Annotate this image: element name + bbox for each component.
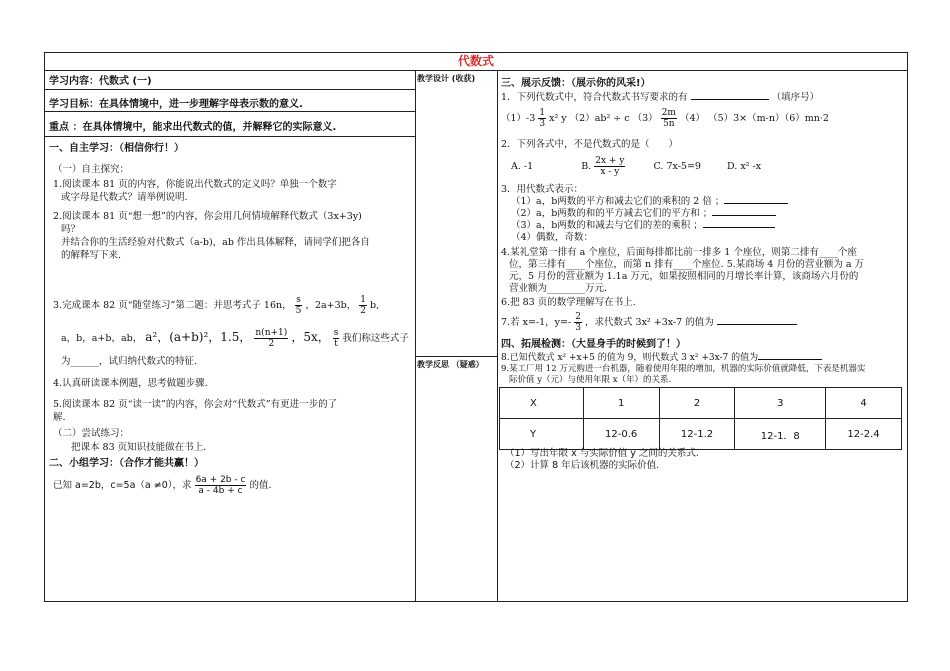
r1-blank <box>691 99 769 100</box>
r8: 8.已知代数式 x² +x+5 的值为 9，则代数式 3 x² +3x-7 的值为 <box>501 352 822 365</box>
r4-line3: 元，5 月份的营业额为 1.1a 万元，如果按照相同的月增长率计算，该商场六月份的 <box>509 271 859 282</box>
q3-tail: 我们称这些式子 <box>342 333 409 344</box>
group-question <box>53 475 272 496</box>
q5-line1: 5.阅读课本 82 页“读一读”的内容，你会对“代数式”有更进一步的了 <box>53 399 338 410</box>
try-text: 把课本 83 页知识技能做在书上. <box>71 442 207 453</box>
q3-vars: a，b，a+b，ab， <box>61 333 143 344</box>
value-table <box>499 387 902 450</box>
q3-line3: 为______，试归纳代数式的特征. <box>61 356 198 367</box>
mid-divider <box>415 356 497 357</box>
r2-b: B. <box>581 161 592 172</box>
key-row: 重点 ：在具体情境中，能求出代数式的值，并解释它的实际意义. <box>45 112 415 137</box>
q3-frac-st: $\frac{s}{t}$ <box>333 328 339 349</box>
r4-line2: 位，第三排有____个座位，而第 n 排有____个座位. 5.某商场 4 月份的营业额为 a 万 <box>509 259 865 270</box>
table-cell: 12-0.6 <box>583 419 659 450</box>
content-row: 学习内容：代数式 (一) <box>45 70 415 90</box>
r3-4: （4）偶数，奇数： <box>511 232 594 243</box>
r6: 6.把 83 页的数学理解写在书上. <box>501 297 636 308</box>
table-cell: 3 <box>735 388 826 419</box>
middle-column <box>415 70 498 601</box>
r1-opt-a: （1）-3 <box>501 113 536 124</box>
sub-explore: （一）自主探究： <box>53 164 130 175</box>
r1-tail: （填序号） <box>771 92 820 103</box>
r1-opt-c: （4） （5）3×（m-n）（6）mn·2 <box>680 113 829 124</box>
r9-line1: 9.某工厂用 12 万元购进一台机器，随着使用年限的增加，机器的实际价值就降低，下表是机器实 <box>501 364 866 374</box>
r2-options <box>511 156 761 177</box>
r7-text-b: ，求代数式 3x² +3x-7 的值为 <box>585 317 714 328</box>
right-column <box>497 70 907 601</box>
section-extension: 四、拓展检测：（大显身手的时候到了！） <box>501 339 686 350</box>
r3-1: （1）a，b两数的平方和减去它们的乘积的 2 倍 ； <box>511 195 788 208</box>
q2-line4: 的解释写下来. <box>61 250 122 261</box>
table-row <box>500 419 902 450</box>
q5-line2: 解. <box>53 412 66 423</box>
teaching-design-label: 教学设计 (收获) <box>417 74 476 83</box>
q3-frac-nn1: $\frac{n(n+1)}{2}$ <box>255 328 288 349</box>
r1-opt-b: x² y （2）ab² ÷ c （3） <box>549 113 658 124</box>
page-title: 代数式 <box>45 53 907 71</box>
group-text-a: 已知 a=2b，c=5a（a ≠0），求 <box>53 480 192 491</box>
r2-a: A. -1 <box>511 161 534 172</box>
section-self-study: 一、自主学习：（相信你行！） <box>49 143 184 154</box>
r7-frac: $\frac{2}{3}$ <box>575 312 581 333</box>
r2-b-frac: $\frac{2x + y}{x - y}$ <box>595 156 625 177</box>
table-cell: 4 <box>826 388 902 419</box>
teaching-reflect-label: 教学反思 （疑惑） <box>417 360 484 369</box>
q3-frac-s5: $\frac{s}{5}$ <box>295 295 302 316</box>
q3-text-c: b, <box>370 300 380 311</box>
table-cell: 1 <box>583 388 659 419</box>
table-cell: 12-1．8 <box>735 419 826 450</box>
q2-line3: 并结合你的生活经验对代数式（a-b)，ab 作出具体解释，请同学们把各自 <box>61 237 370 248</box>
table-cell: 12-2.4 <box>826 419 902 450</box>
r3: 3．用代数式表示： <box>501 184 584 195</box>
q3-powers: a²，(a+b)²，1.5， <box>145 330 252 344</box>
q1-line1: 1.阅读课本 81 页的内容，你能说出代数式的定义吗？单独一个数字 <box>53 179 337 190</box>
group-fraction: $\frac{6a + 2b - c}{a - 4b + c}$ <box>195 475 246 496</box>
worksheet-page <box>44 52 908 602</box>
q3-line2 <box>61 328 409 349</box>
section-feedback: 三、展示反馈：（展示你的风采!） <box>501 78 651 89</box>
group-text-b: 的值. <box>249 480 272 491</box>
q9-part2: （2）计算 8 年后该机器的实际价值. <box>505 460 660 471</box>
q2-line1: 2.阅读课本 81 页“想一想”的内容，你会用几何情境解释代数式（3x+3y) <box>53 211 362 222</box>
q9-part1: （1）写出年限 x 与实际价值 y 之间的关系式. <box>505 448 699 459</box>
table-row <box>500 388 902 419</box>
q3-frac-half: $\frac{1}{2}$ <box>360 295 366 316</box>
r1-frac-13: $\frac{1}{3}$ <box>539 108 546 129</box>
table-cell: X <box>500 388 584 419</box>
goal-row: 学习目标：在具体情境中，进一步理解字母表示数的意义. <box>45 90 415 112</box>
q2-line2: 吗？ <box>61 224 81 235</box>
r7 <box>501 312 797 333</box>
table-cell: 12-1.2 <box>659 419 735 450</box>
r1 <box>501 91 819 104</box>
r3-2: （2）a，b两数的和的平方减去它们的平方和 ； <box>511 207 776 220</box>
q1-line2: 或字母是代数式？请举例说明. <box>61 192 188 203</box>
r1-frac-2m5n: $\frac{2m}{5n}$ <box>661 108 676 129</box>
sub-try: （二）尝试练习： <box>53 428 130 439</box>
r2-c: C. 7x-5=9 <box>653 161 701 172</box>
table-cell: 2 <box>659 388 735 419</box>
r2: 2．下列各式中，不是代数式的是（ ） <box>501 139 679 150</box>
r1-text: 1．下列代数式中，符合代数式书写要求的有 <box>501 92 688 103</box>
section-group: 二、小组学习：（合作才能共赢！） <box>49 458 204 469</box>
q4: 4.认真研读课本例题，思考做题步骤. <box>53 378 208 389</box>
q3-text-b: ，2a+3b， <box>305 300 357 311</box>
r4-line4: 营业额为________万元. <box>509 283 608 294</box>
r9-line2: 际价值 y（元）与使用年限 x（年）的关系. <box>509 375 672 385</box>
r2-d: D. x² -x <box>727 161 762 172</box>
r3-3: （3）a，b两数的和减去与它们的差的乘积 ； <box>511 219 775 232</box>
r7-text-a: 7.若 x=-1，y=- <box>501 317 572 328</box>
r1-options <box>501 108 829 129</box>
q3-text-a: 3.完成课本 82 页“随堂练习”第二题：并思考式子 16n， <box>53 300 292 311</box>
r4-line1: 4.某礼堂第一排有 a 个座位，后面每排都比前一排多 1 个座位，则第二排有____个座 <box>501 247 857 258</box>
table-cell: Y <box>500 419 584 450</box>
r7-blank <box>717 324 797 325</box>
q3-line1 <box>53 295 379 316</box>
q3-5x: ，5x， <box>291 330 330 344</box>
left-column <box>45 70 416 601</box>
